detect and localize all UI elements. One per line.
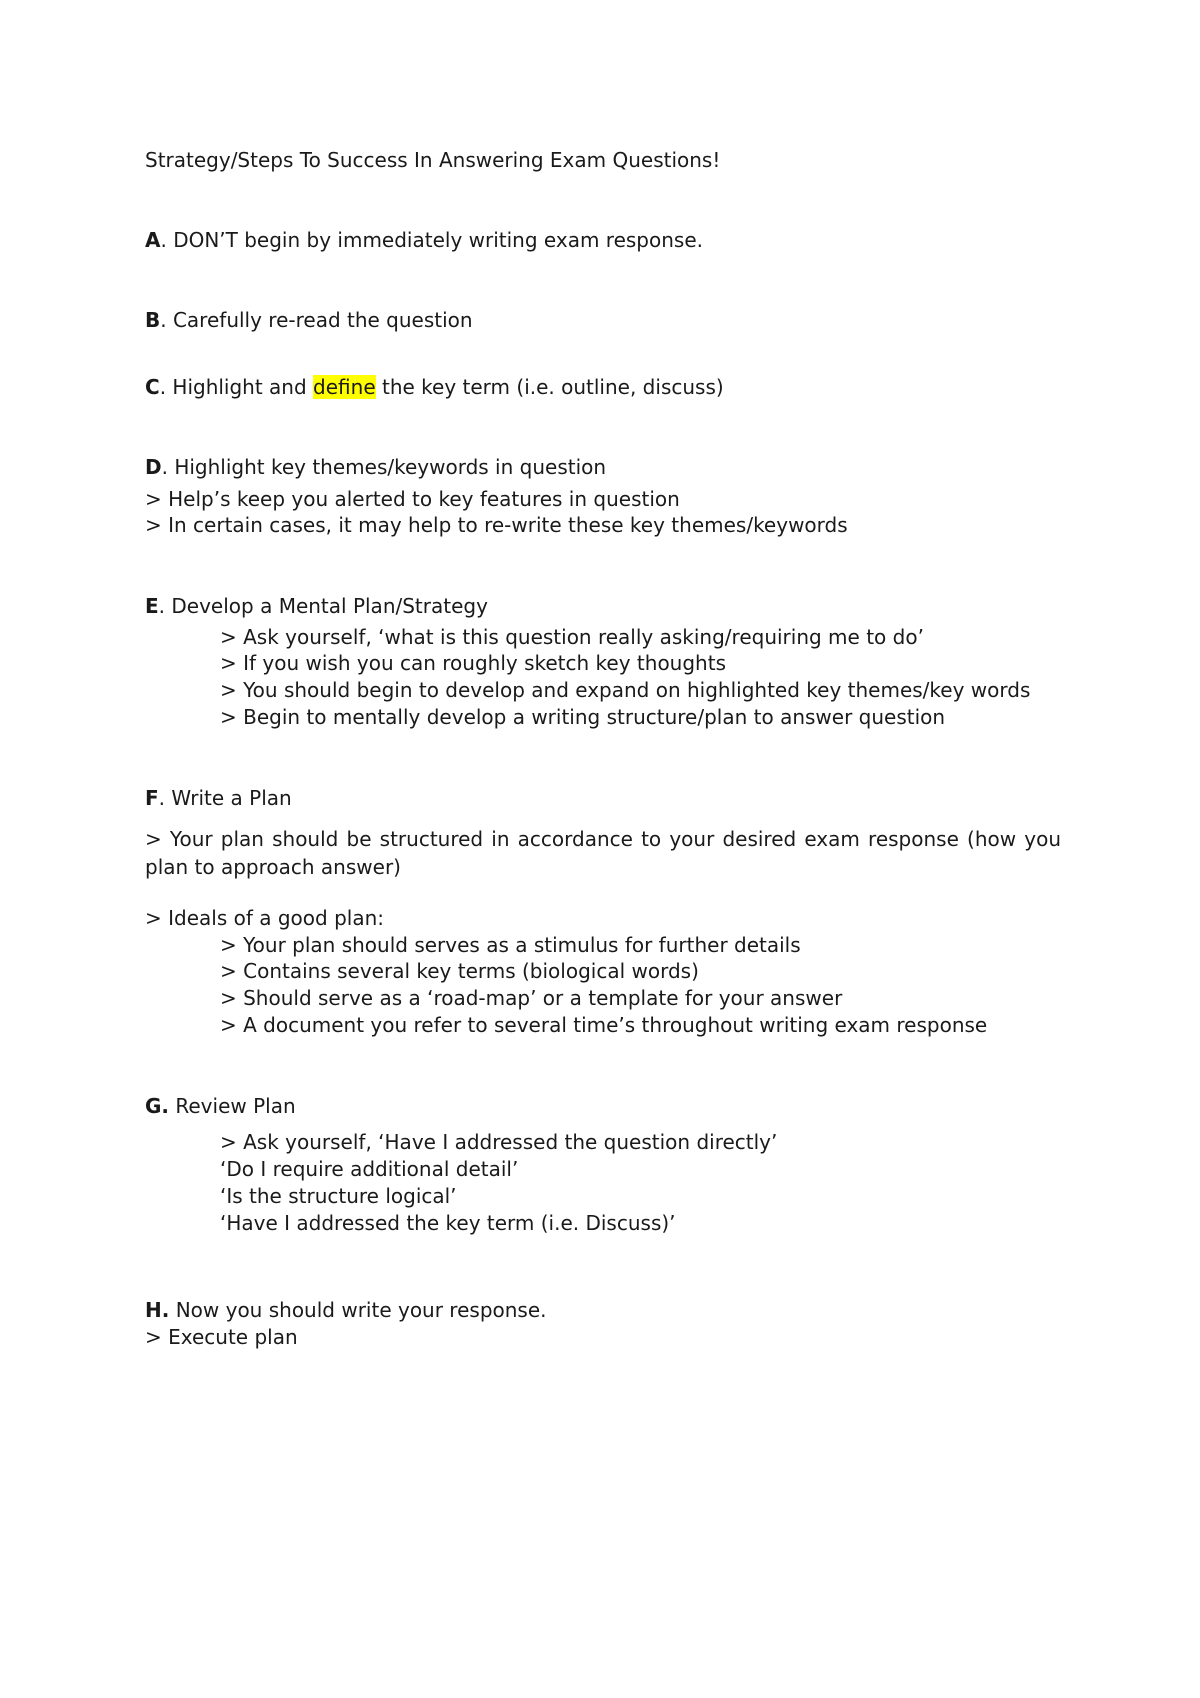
section-f-paragraph: > Your plan should be structured in accordance to your desired exam response (how you plan to approach answer)	[145, 827, 1061, 879]
section-f-bullet: > Should serve as a ‘road-map’ or a template for your answer	[220, 986, 843, 1010]
section-e-bullet: > If you wish you can roughly sketch key thoughts	[220, 651, 726, 675]
section-f-bullet: > Contains several key terms (biological words)	[220, 959, 699, 983]
section-e-letter: E	[145, 594, 159, 618]
section-a-letter: A	[145, 228, 161, 252]
section-e-bullet: > Ask yourself, ‘what is this question really asking/requiring me to do’	[220, 625, 924, 649]
section-d-bullet: > In certain cases, it may help to re-write these key themes/keywords	[145, 513, 848, 537]
section-g-bullet: ‘Is the structure logical’	[220, 1184, 457, 1208]
section-g-bullet: > Ask yourself, ‘Have I addressed the question directly’	[220, 1130, 778, 1154]
section-f-bullet: > A document you refer to several time’s throughout writing exam response	[220, 1013, 988, 1037]
section-f	[145, 785, 292, 811]
section-e-bullet: > Begin to mentally develop a writing structure/plan to answer question	[220, 705, 946, 729]
section-f-bullet: > Your plan should serves as a stimulus for further details	[220, 933, 801, 957]
section-g-bullet: ‘Do I require additional detail’	[220, 1157, 519, 1181]
highlighted-word: define	[313, 375, 376, 399]
section-b-letter: B	[145, 308, 161, 332]
section-f-text: . Write a Plan	[158, 786, 292, 810]
section-f-letter: F	[145, 786, 159, 810]
section-c-text-pre: . Highlight and	[159, 375, 314, 399]
section-c	[145, 374, 724, 400]
section-b-text: . Carefully re-read the question	[160, 308, 473, 332]
section-h-letter: H.	[145, 1298, 170, 1322]
section-c-letter: C	[145, 375, 160, 399]
section-g-bullet: ‘Have I addressed the key term (i.e. Discuss)’	[220, 1211, 676, 1235]
section-d-text: . Highlight key themes/keywords in question	[161, 455, 607, 479]
section-b	[145, 307, 473, 333]
section-g-letter: G.	[145, 1094, 170, 1118]
section-g-text: Review Plan	[169, 1094, 296, 1118]
section-a	[145, 227, 703, 253]
section-d	[145, 454, 606, 480]
section-f-ideals: > Ideals of a good plan:	[145, 906, 384, 930]
section-d-letter: D	[145, 455, 162, 479]
section-h	[145, 1297, 547, 1323]
section-e-bullet: > You should begin to develop and expand on highlighted key themes/key words	[220, 678, 1031, 702]
section-a-text: . DON’T begin by immediately writing exam response.	[160, 228, 703, 252]
document-title: Strategy/Steps To Success In Answering Exam Questions!	[145, 148, 721, 172]
section-e-text: . Develop a Mental Plan/Strategy	[158, 594, 488, 618]
section-g	[145, 1093, 296, 1119]
section-d-bullet: > Help’s keep you alerted to key features in question	[145, 487, 680, 511]
section-h-text: Now you should write your response.	[169, 1298, 547, 1322]
section-h-bullet: > Execute plan	[145, 1325, 298, 1349]
section-e	[145, 593, 488, 619]
section-c-text-post: the key term (i.e. outline, discuss)	[375, 375, 724, 399]
